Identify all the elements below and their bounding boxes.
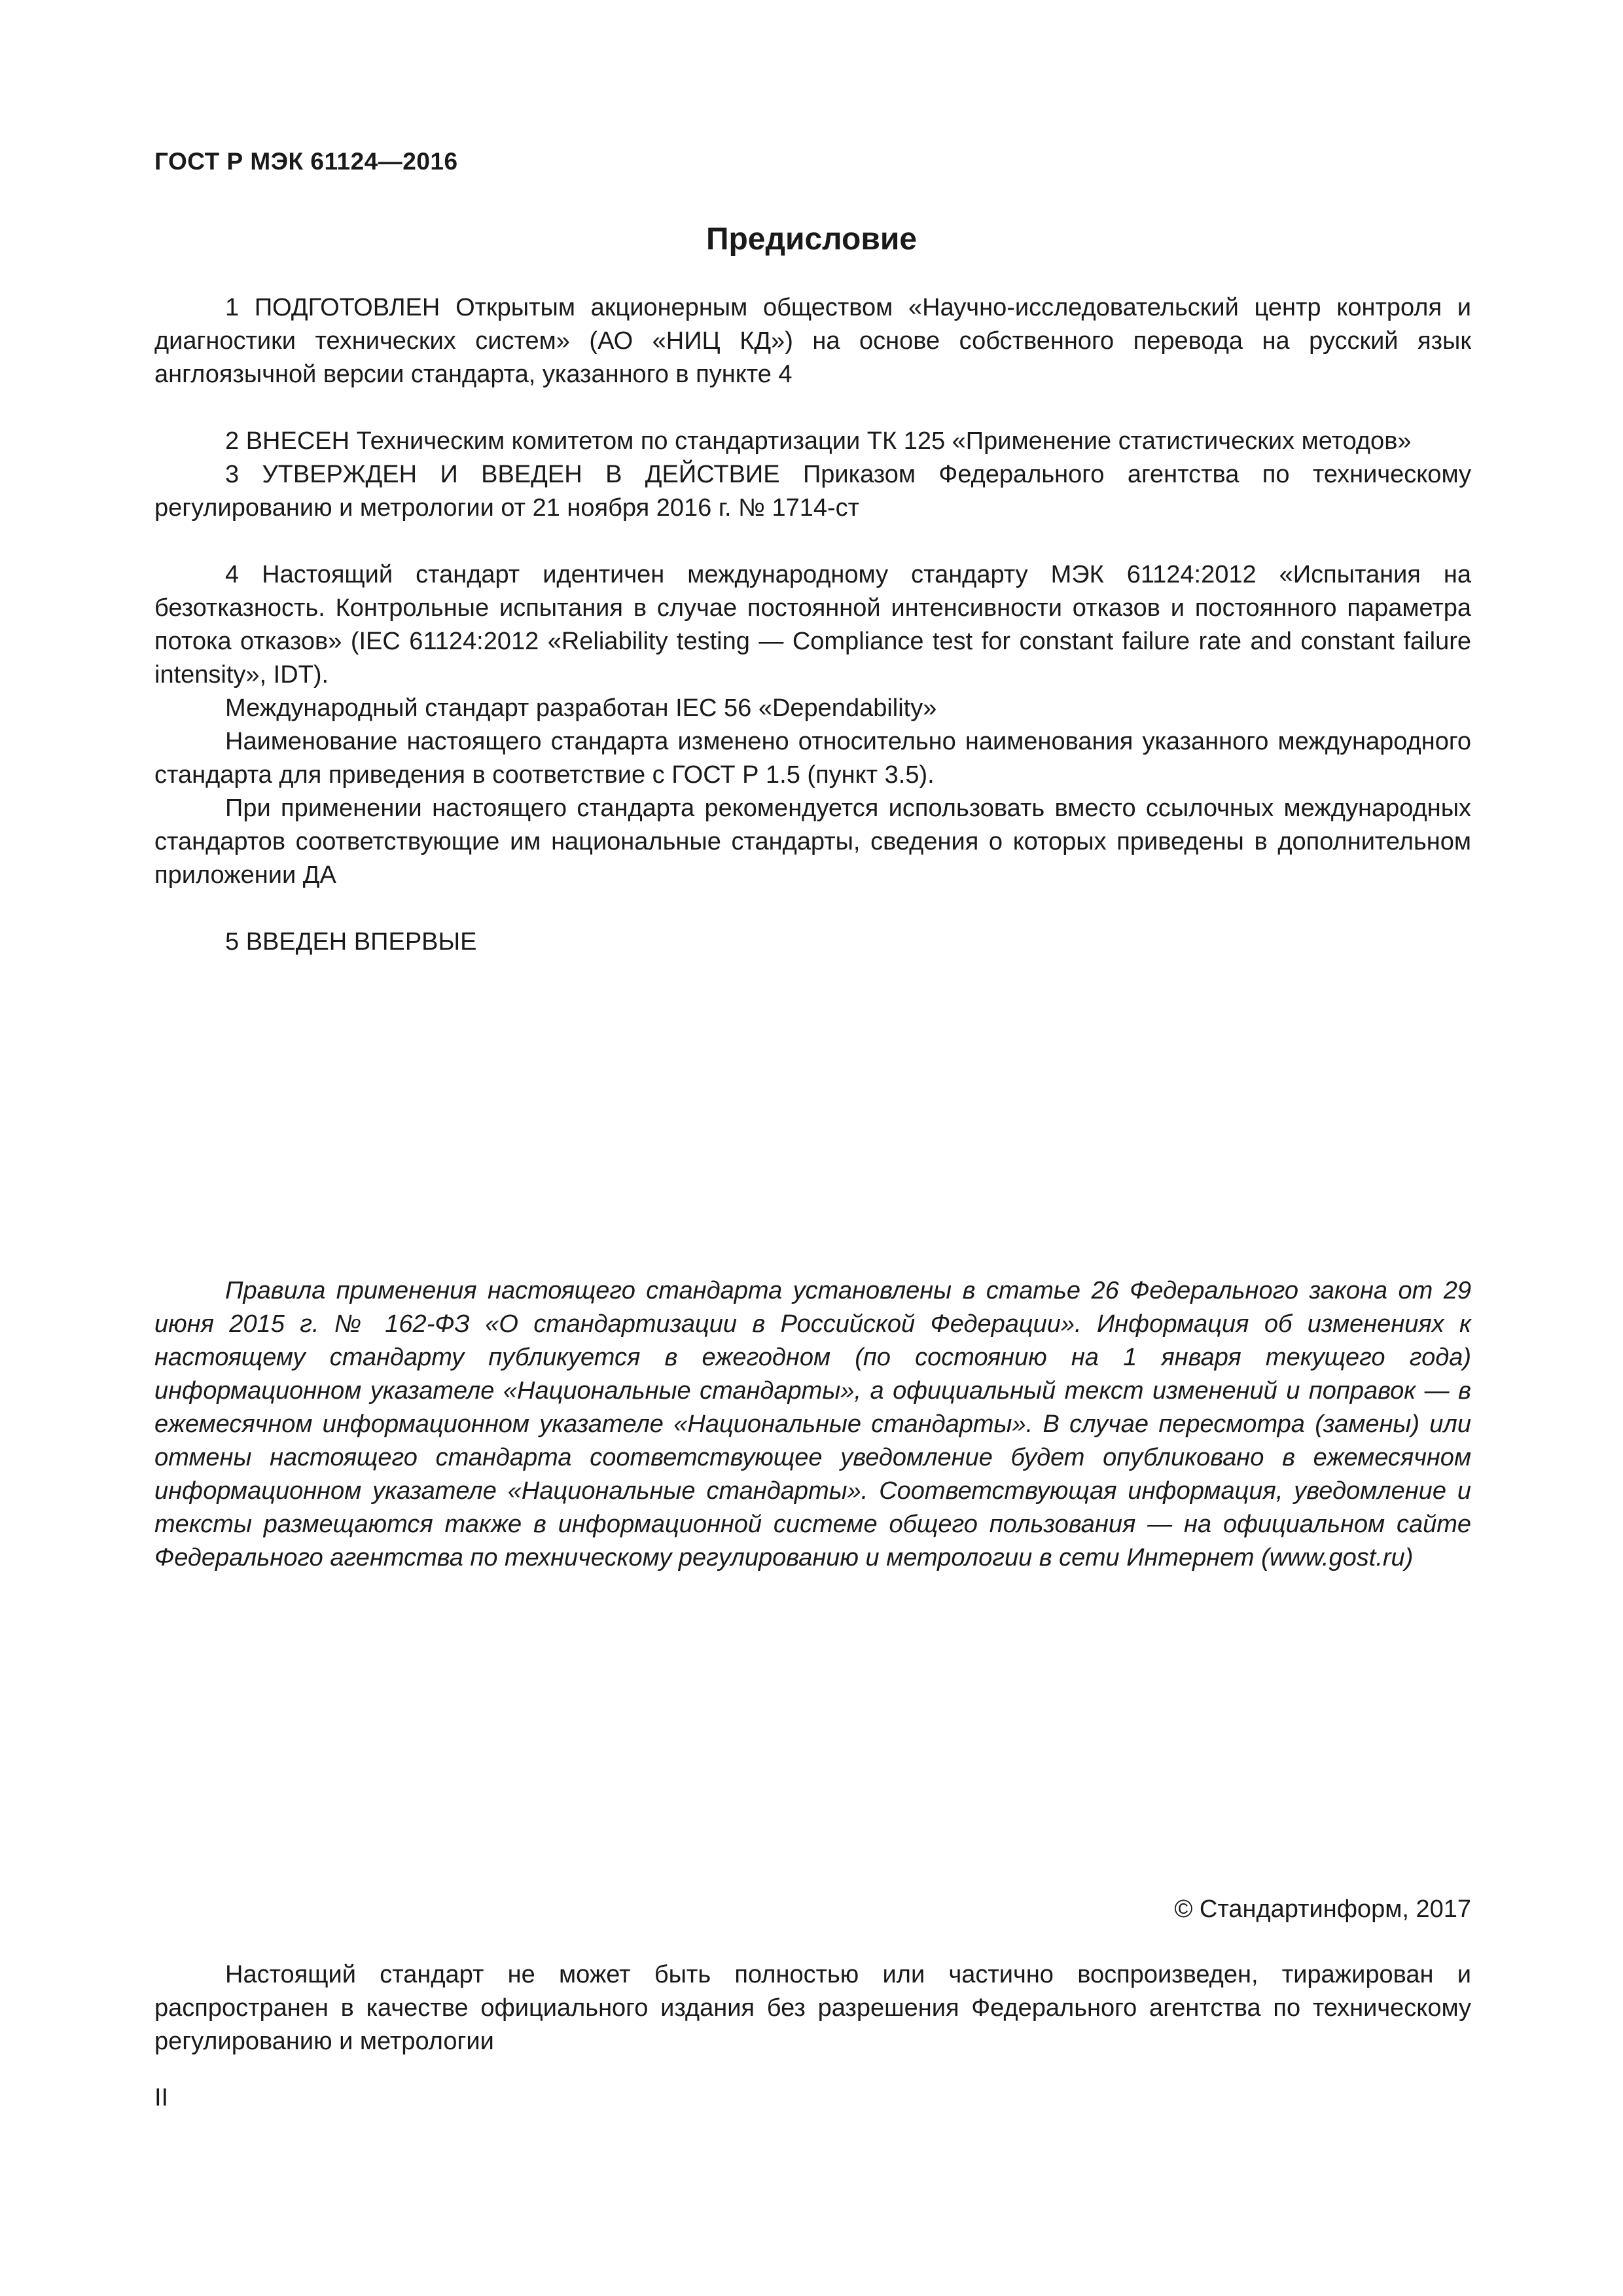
- document-code-header: ГОСТ Р МЭК 61124—2016: [154, 148, 458, 175]
- foreword-item-4: 4 Настоящий стандарт идентичен международному стандарту МЭК 61124:2012 «Испытания на безотказность. Контрольные испытания в случае постоянной интенсивности отказов и постоянного параметра потока отказов» (IEC 61124:2012 «Reliability testing — Compliance test for constant failure rate and constant failure intensity», IDT).: [154, 561, 1471, 689]
- page-title: Предисловие: [705, 222, 918, 257]
- foreword-item-4-references: При применении настоящего стандарта рекомендуется использовать вместо ссылочных международных стандартов соответствующие им национальные стандарты, сведения о которых приведены в дополнительном приложении ДА: [154, 795, 1471, 889]
- copyright-line: © Стандартинформ, 2017: [1174, 1895, 1471, 1923]
- foreword-item-2: 2 ВНЕСЕН Техническим комитетом по стандартизации ТК 125 «Применение статистических методов»: [225, 427, 1412, 455]
- page-number: II: [154, 2084, 169, 2111]
- application-rules-note: [154, 1274, 1471, 1575]
- foreword-item-3: 3 УТВЕРЖДЕН И ВВЕДЕН В ДЕЙСТВИЕ Приказом Федерального агентства по техническому регулированию и метрологии от 21 ноября 2016 г. № 1714-ст: [154, 461, 1471, 522]
- foreword-item-1: 1 ПОДГОТОВЛЕН Открытым акционерным обществом «Научно-исследовательский центр контроля и диагностики технических систем» (АО «НИЦ КД») на основе собственного перевода на русский язык англоязычной версии стандарта, указанного в пункте 4: [154, 294, 1471, 388]
- application-rules-text: Правила применения настоящего стандарта установлены в статье 26 Федерального закона от 29 июня 2015 г. № 162-ФЗ «О стандартизации в Российской Федерации». Информация об изменениях к настоящему стандарту публикуется в ежегодном (по состоянию на 1 января текущего года) информационном указателе «Национальные стандарты», а официальный текст изменений и поправок — в ежемесячном информационном указателе «Национальные стандарты». В случае пересмотра (замены) или отмены настоящего стандарта соответствующее уведомление будет опубликовано в ежемесячном информационном указателе «Национальные стандарты». Соответствующая информация, уведомление и тексты размещаются также в информационной системе общего пользования — на официальном сайте Федерального агентства по техническому регулированию и метрологии в сети Интернет (www.gost.ru): [154, 1277, 1471, 1571]
- foreword-body: [154, 291, 1471, 959]
- foreword-item-4-developer: Международный стандарт разработан IEC 56 «Dependability»: [225, 694, 937, 722]
- legal-notice-text: Настоящий стандарт не может быть полностью или частично воспроизведен, тиражирован и распространен в качестве официального издания без разрешения Федерального агентства по техническому регулированию и метрологии: [154, 1961, 1471, 2055]
- legal-notice: [154, 1958, 1471, 2058]
- foreword-item-5: 5 ВВЕДЕН ВПЕРВЫЕ: [225, 928, 477, 956]
- foreword-item-4-title-change: Наименование настоящего стандарта изменено относительно наименования указанного международного стандарта для приведения в соответствие с ГОСТ Р 1.5 (пункт 3.5).: [154, 728, 1471, 789]
